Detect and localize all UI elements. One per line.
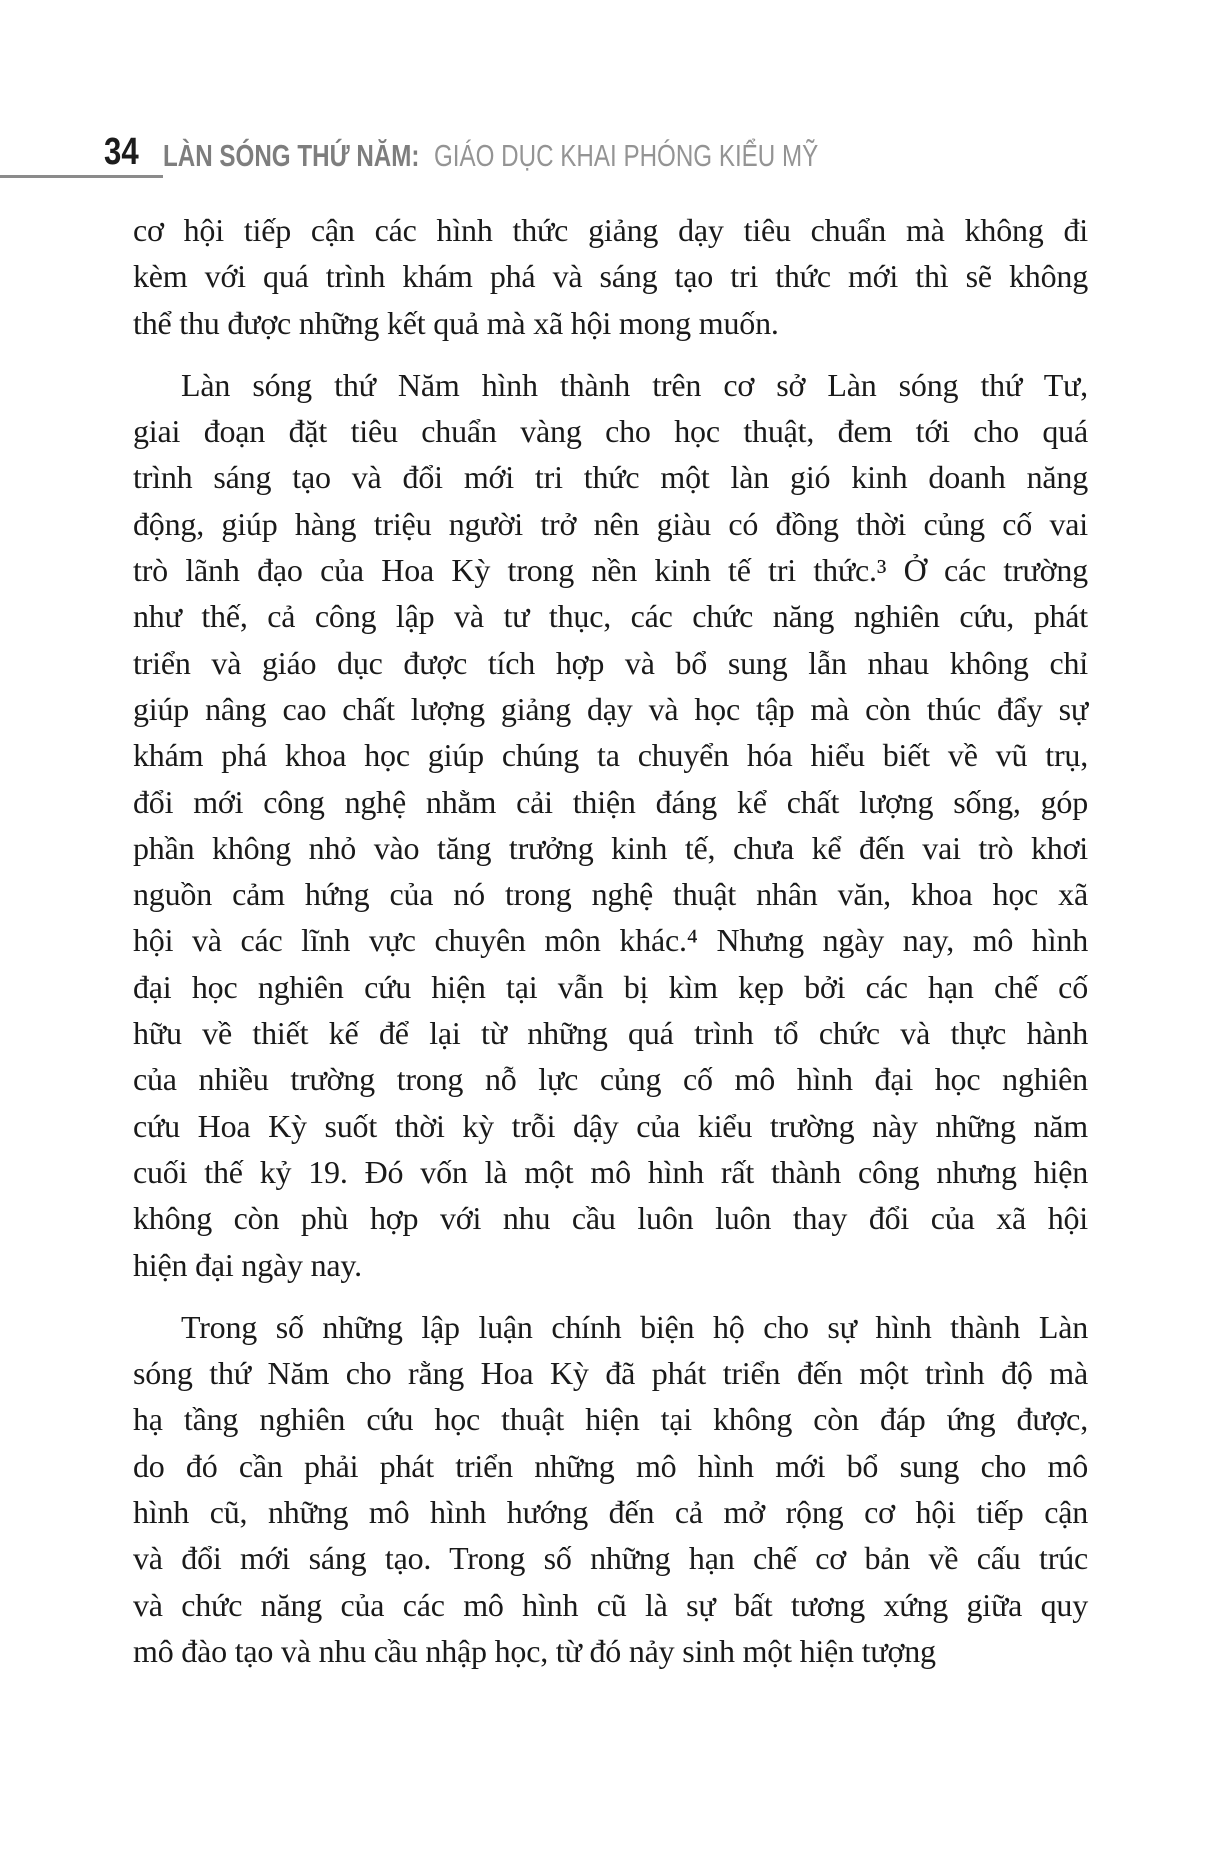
header-rule [0,175,163,178]
text-line: cuối thế kỷ 19. Đó vốn là một mô hình rất thành công nhưng hiện [133,1153,1088,1190]
text-line: do đó cần phải phát triển những mô hình mới bổ sung cho mô [133,1447,1088,1484]
text-line: hiện đại ngày nay. [133,1246,362,1283]
text-line: khám phá khoa học giúp chúng ta chuyển hóa hiểu biết về vũ trụ, [133,737,1088,774]
running-head [163,140,818,171]
book-subtitle: GIÁO DỤC KHAI PHÓNG KIỂU MỸ [434,138,819,173]
text-line: giúp nâng cao chất lượng giảng dạy và học tập mà còn thúc đẩy sự [133,690,1088,727]
text-line: trò lãnh đạo của Hoa Kỳ trong nền kinh tế tri thức.³ Ở các trường [133,552,1088,589]
text-line: thể thu được những kết quả mà xã hội mong muốn. [133,304,779,341]
text-line: mô đào tạo và nhu cầu nhập học, từ đó nảy sinh một hiện tượng [133,1632,936,1669]
text-line: nguồn cảm hứng của nó trong nghệ thuật nhân văn, khoa học xã [133,876,1088,913]
page-number: 34 [104,131,139,173]
text-block [133,207,1088,1674]
text-line: hạ tầng nghiên cứu học thuật hiện tại không còn đáp ứng được, [133,1401,1088,1438]
text-line: Trong số những lập luận chính biện hộ cho sự hình thành Làn [181,1308,1088,1345]
text-line: trình sáng tạo và đổi mới tri thức một làn gió kinh doanh năng [133,459,1088,496]
text-line: động, giúp hàng triệu người trở nên giàu có đồng thời củng cố vai [133,505,1088,542]
text-line: của nhiều trường trong nỗ lực củng cố mô hình đại học nghiên [133,1061,1088,1098]
text-line: kèm với quá trình khám phá và sáng tạo tri thức mới thì sẽ không [133,258,1088,295]
text-line: triển và giáo dục được tích hợp và bổ sung lẫn nhau không chỉ [133,644,1088,681]
paragraph [133,207,1088,346]
text-line: Làn sóng thứ Năm hình thành trên cơ sở Làn sóng thứ Tư, [181,366,1088,403]
text-line: cơ hội tiếp cận các hình thức giảng dạy tiêu chuẩn mà không đi [133,212,1088,248]
text-line: cứu Hoa Kỳ suốt thời kỳ trỗi dậy của kiểu trường này những năm [133,1107,1088,1144]
book-title: LÀN SÓNG THỨ NĂM: [163,138,420,173]
text-line: phần không nhỏ vào tăng trưởng kinh tế, chưa kể đến vai trò khơi [133,829,1088,866]
text-line: và đổi mới sáng tạo. Trong số những hạn chế cơ bản về cấu trúc [133,1540,1088,1577]
text-line: hội và các lĩnh vực chuyên môn khác.⁴ Nhưng ngày nay, mô hình [133,922,1088,959]
text-line: hình cũ, những mô hình hướng đến cả mở rộng cơ hội tiếp cận [133,1494,1088,1531]
text-line: đổi mới công nghệ nhằm cải thiện đáng kể chất lượng sống, góp [133,783,1088,820]
text-line: như thế, cả công lập và tư thục, các chức năng nghiên cứu, phát [133,598,1088,635]
paragraph [133,362,1088,1288]
paragraph [133,1304,1088,1674]
text-line: giai đoạn đặt tiêu chuẩn vàng cho học thuật, đem tới cho quá [133,413,1088,450]
text-line: sóng thứ Năm cho rằng Hoa Kỳ đã phát triển đến một trình độ mà [133,1355,1088,1392]
text-line: hữu về thiết kế để lại từ những quá trình tổ chức và thực hành [133,1015,1088,1052]
text-line: và chức năng của các mô hình cũ là sự bất tương xứng giữa quy [133,1586,1088,1623]
text-line: không còn phù hợp với nhu cầu luôn luôn thay đổi của xã hội [133,1200,1088,1237]
text-line: đại học nghiên cứu hiện tại vẫn bị kìm kẹp bởi các hạn chế cố [133,968,1088,1005]
